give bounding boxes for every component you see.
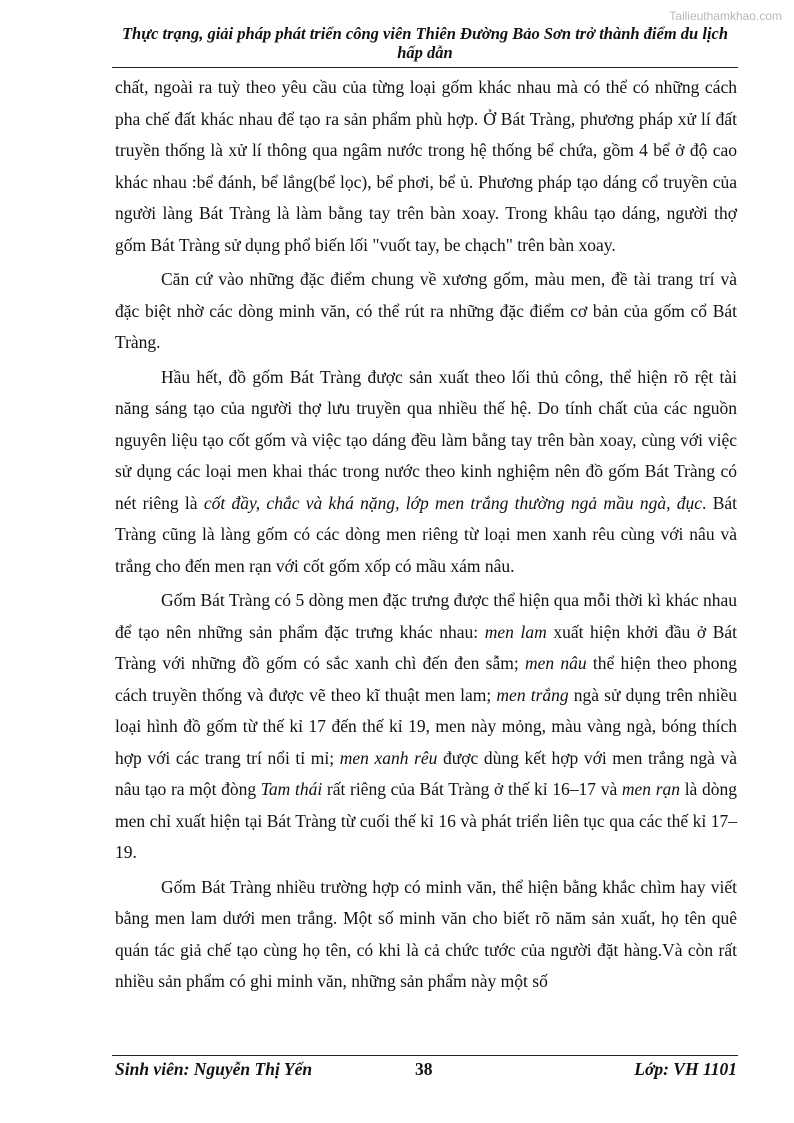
footer-class-label: Lớp: VH 1101 bbox=[634, 1059, 737, 1079]
page-number: 38 bbox=[415, 1059, 433, 1079]
footer-divider bbox=[112, 1055, 738, 1056]
paragraph-text: Hầu hết, đồ gốm Bát Tràng được sản xuất theo lối thủ công, thể hiện rõ rệt tài năng sáng tạo của người thợ lưu truyền qua nhiều thế hệ. Do tính chất của các nguồn nguyên liệu tạo cốt gốm và việc tạo dáng đều làm bằng tay trên bàn xoay, cùng với việc sử dụng các loại men khai thác trong nước theo kinh nghiệm nên đồ gốm Bát Tràng có nét riêng là bbox=[115, 366, 737, 513]
emphasis-text: men xanh rêu bbox=[339, 747, 438, 768]
paragraph-text: thể hiện theo phong cách truyền thống và được vẽ theo kĩ thuật men lam; bbox=[115, 653, 738, 705]
header-divider bbox=[112, 67, 738, 68]
paragraph-text: rất riêng của Bát Tràng ở thế kỉ 16–17 và bbox=[322, 779, 622, 799]
paragraph-5 bbox=[115, 872, 737, 998]
emphasis-text: cốt đầy, chắc và khá nặng, lớp men trắng thường ngả mầu ngà, đục bbox=[203, 492, 703, 513]
page-header-title: Thực trạng, giải pháp phát triển công viên Thiên Đường Bảo Sơn trở thành điểm du lịch hấp dẫn bbox=[121, 24, 729, 62]
paragraph-2 bbox=[115, 264, 737, 359]
paragraph-4 bbox=[115, 585, 737, 869]
page-footer bbox=[115, 1059, 737, 1083]
emphasis-text: men nâu bbox=[524, 653, 587, 673]
paragraph-text: xuất hiện khởi đầu ở Bát Tràng với những đồ gốm có sắc xanh chì đến đen sẫm; bbox=[115, 621, 738, 673]
paragraph-text: chất, ngoài ra tuỳ theo yêu cầu của từng loại gốm khác nhau mà có thể có những cách pha chế đất khác nhau để tạo ra sản phẩm phù hợp. Ở Bát Tràng, phương pháp xử lí đất truyền thống là xử lí thông qua ngâm nước trong hệ thống bể chứa, gồm 4 bể ở độ cao khác nhau :bể đánh, bể lắng(bể lọc), bể phơi, bể ủ. Phương pháp tạo dáng cổ truyền của người làng Bát Tràng là làm bằng tay trên bàn xoay. Trong khâu tạo dáng, người thợ gốm Bát Tràng sử dụng phổ biến lối "vuốt tay, be chạch" trên bàn xoay. bbox=[115, 77, 737, 255]
footer-student-name: Sinh viên: Nguyễn Thị Yến bbox=[115, 1059, 313, 1079]
emphasis-text: men lam bbox=[484, 621, 547, 642]
paragraph-3 bbox=[115, 362, 737, 583]
paragraph-text: là dòng men chỉ xuất hiện tại Bát Tràng từ cuối thế kỉ 16 và phát triển liên tục qua các thế kỉ 17–19. bbox=[115, 779, 737, 862]
paragraph-text: ngà sử dụng trên nhiều loại hình đồ gốm từ thế kỉ 17 đến thế kỉ 19, men này mỏng, màu vàng ngà, bóng thích hợp với các trang trí nổi tỉ mỉ; bbox=[115, 684, 737, 768]
document-body bbox=[115, 72, 737, 998]
paragraph-1 bbox=[115, 72, 737, 261]
paragraph-text: . Bát Tràng cũng là làng gốm có các dòng men riêng từ loại men xanh rêu cùng với nâu và trắng cho đến men rạn với cốt gốm xốp có mầu xám nâu. bbox=[115, 492, 737, 576]
paragraph-text: được dùng kết hợp với men trắng ngà và nâu tạo ra một đòng bbox=[115, 747, 737, 799]
paragraph-text: Căn cứ vào những đặc điểm chung về xương gốm, màu men, đề tài trang trí và đặc biệt nhờ các dòng minh văn, có thể rút ra những đặc điểm cơ bản của gốm cổ Bát Tràng. bbox=[115, 269, 737, 352]
watermark: Tailieuthamkhao.com bbox=[669, 9, 782, 23]
emphasis-text: men rạn bbox=[621, 779, 681, 799]
paragraph-text: Gốm Bát Tràng có 5 dòng men đặc trưng được thể hiện qua mỗi thời kì khác nhau để tạo nên những sản phẩm đặc trưng khác nhau: bbox=[115, 590, 737, 642]
emphasis-text: men trắng bbox=[496, 684, 569, 705]
paragraph-text: Gốm Bát Tràng nhiều trường hợp có minh văn, thể hiện bằng khắc chìm hay viết bằng men lam dưới men trắng. Một số minh văn cho biết rõ năm sản xuất, họ tên quê quán tác giả chế tạo cùng họ tên, có khi là cả chức tước của người đặt hàng.Và còn rất nhiều sản phẩm có ghi minh văn, những sản phẩm này một số bbox=[115, 876, 737, 991]
emphasis-text: Tam thái bbox=[260, 779, 323, 799]
